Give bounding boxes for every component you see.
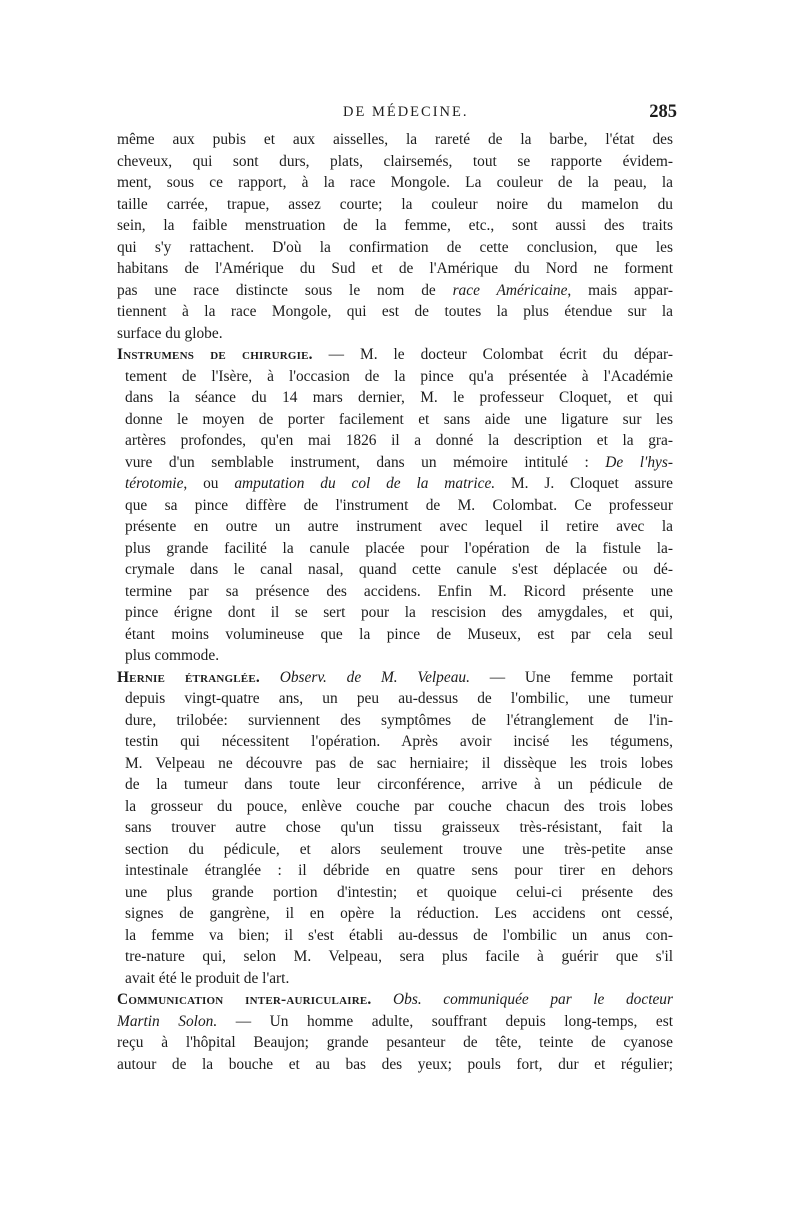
text-run: — Un homme adulte, souffrant depuis long-temps, est: [217, 1012, 673, 1030]
paragraph-communication-inter-auriculaire: [117, 989, 673, 1075]
text-line: section du pédicule, et alors seulement trouve une très-petite anse: [125, 840, 673, 858]
text-line: dans la séance du 14 mars dernier, M. le professeur Cloquet, et qui: [125, 389, 673, 406]
text-line: de la tumeur dans toute leur circonférence, arrive à un pédicule de: [125, 776, 673, 793]
text-line: surface du globe.: [117, 324, 223, 342]
text-line: ment, sous ce rapport, à la race Mongole. La couleur de la peau, la: [117, 174, 673, 191]
text-run: M. J. Cloquet assure: [495, 475, 674, 492]
text-run: pas une race distincte sous le nom de: [117, 281, 453, 299]
text-line: étant moins volumineuse que la pince de Museux, est par cela seul: [125, 625, 673, 643]
text-line: signes de gangrène, il en opère la réduction. Les accidens ont cessé,: [125, 905, 673, 922]
text-line: dure, trilobée: surviennent des symptômes de l'étranglement de l'in-: [125, 711, 673, 729]
italic-heading-note: Obs. communiquée par le docteur: [371, 991, 673, 1008]
text-line: [117, 452, 673, 474]
italic-title: De l'hys-: [605, 453, 673, 471]
italic-title: térotomie: [125, 475, 184, 492]
italic-heading-note: Observ. de M. Velpeau.: [259, 668, 470, 686]
text-line: avait été le produit de l'art.: [125, 969, 290, 987]
section-heading: Communication inter-auriculaire.: [117, 991, 372, 1008]
text-line: testin qui nécessitent l'opération. Après avoir incisé les tégumens,: [125, 733, 673, 750]
paragraph-hernie-etranglee: [117, 667, 673, 990]
text-line: la femme va bien; il s'est établi au-dessus de l'ombilic un anus con-: [125, 926, 673, 944]
text-line: termine par sa présence des accidens. Enfin M. Ricord présente une: [125, 582, 673, 600]
text-line: la grosseur du pouce, enlève couche par couche chacun des trois lobes: [125, 797, 673, 815]
text-line: plus commode.: [125, 647, 220, 664]
text-line: plus grande facilité la canule placée pour l'opération de la fistule la-: [125, 539, 673, 557]
text-line: artères profondes, qu'en mai 1826 il a donné la description et la gra-: [125, 432, 673, 449]
text-run: vure d'un semblable instrument, dans un mémoire intitulé :: [125, 453, 606, 471]
paragraph-mongole-race: [117, 129, 673, 344]
text-line: cheveux, qui sont durs, plats, clairsemés, tout se rapporte évidem-: [117, 152, 673, 170]
text-line: [117, 280, 673, 302]
section-heading: Hernie étranglée.: [117, 668, 260, 686]
text-line: [117, 667, 673, 689]
running-head: [117, 102, 677, 128]
text-line: tre-nature qui, selon M. Velpeau, sera plus facile à guérir que s'il: [125, 948, 673, 965]
text-line: sein, la faible menstruation de la femme, etc., sont aussi des traits: [117, 217, 673, 234]
text-line: [117, 473, 673, 495]
text-line: même aux pubis et aux aisselles, la rareté de la barbe, l'état des: [117, 131, 673, 148]
text-line: reçu à l'hôpital Beaujon; grande pesanteur de tête, teinte de cyanose: [117, 1034, 673, 1051]
text-line: [117, 989, 673, 1011]
running-head-title: DE MÉDECINE.: [343, 104, 469, 120]
page-number: 285: [649, 102, 677, 122]
text-line: depuis vingt-quatre ans, un peu au-dessus de l'ombilic, une tumeur: [125, 690, 673, 707]
text-line: présente en outre un autre instrument avec lequel il retire avec la: [125, 518, 673, 535]
paragraph-instrumens-de-chirurgie: [117, 344, 673, 667]
text-run: — M. le docteur Colombat écrit du dépar-: [312, 346, 673, 363]
text-line: [117, 344, 673, 366]
italic-author: Martin Solon.: [117, 1012, 218, 1030]
text-line: donne le moyen de porter facilement et sans aide une ligature sur les: [125, 410, 673, 428]
text-line: crymale dans le canal nasal, quand cette canule s'est déplacée ou dé-: [125, 561, 673, 578]
text-line: autour de la bouche et au bas des yeux; pouls fort, dur et régulier;: [117, 1055, 673, 1073]
text-run: , mais appar-: [567, 281, 674, 299]
italic-term: race Américaine: [452, 281, 568, 299]
text-line: que sa pince diffère de l'instrument de M. Colombat. Ce professeur: [125, 496, 673, 514]
text-line: [117, 1011, 673, 1033]
text-line: intestinale étranglée : il débride en quatre sens pour tirer en dehors: [125, 862, 673, 879]
text-line: tement de l'Isère, à l'occasion de la pince qu'a présentée à l'Académie: [125, 367, 673, 385]
text-run: — Une femme portait: [469, 668, 674, 686]
section-heading: Instrumens de chirurgie.: [117, 346, 313, 363]
text-line: habitans de l'Amérique du Sud et de l'Amérique du Nord ne forment: [117, 260, 673, 277]
text-run: , ou: [183, 475, 235, 492]
text-line: une plus grande portion d'intestin; et quoique celui-ci présente des: [125, 883, 673, 901]
text-line: qui s'y rattachent. D'où la confirmation de cette conclusion, que les: [117, 238, 673, 256]
text-line: tiennent à la race Mongole, qui est de toutes la plus étendue sur la: [117, 303, 673, 320]
page-body: [117, 129, 673, 1075]
text-line: M. Velpeau ne découvre pas de sac herniaire; il dissèque les trois lobes: [125, 754, 673, 772]
italic-title: amputation du col de la matrice.: [234, 475, 496, 492]
text-line: pince érigne dont il se sert pour la rescision des amygdales, et qui,: [125, 604, 673, 621]
book-page: [117, 102, 677, 1075]
text-line: taille carrée, trapue, assez courte; la couleur noire du mamelon du: [117, 195, 673, 213]
text-line: sans trouver autre chose qu'un tissu graisseux très-résistant, fait la: [125, 819, 673, 836]
